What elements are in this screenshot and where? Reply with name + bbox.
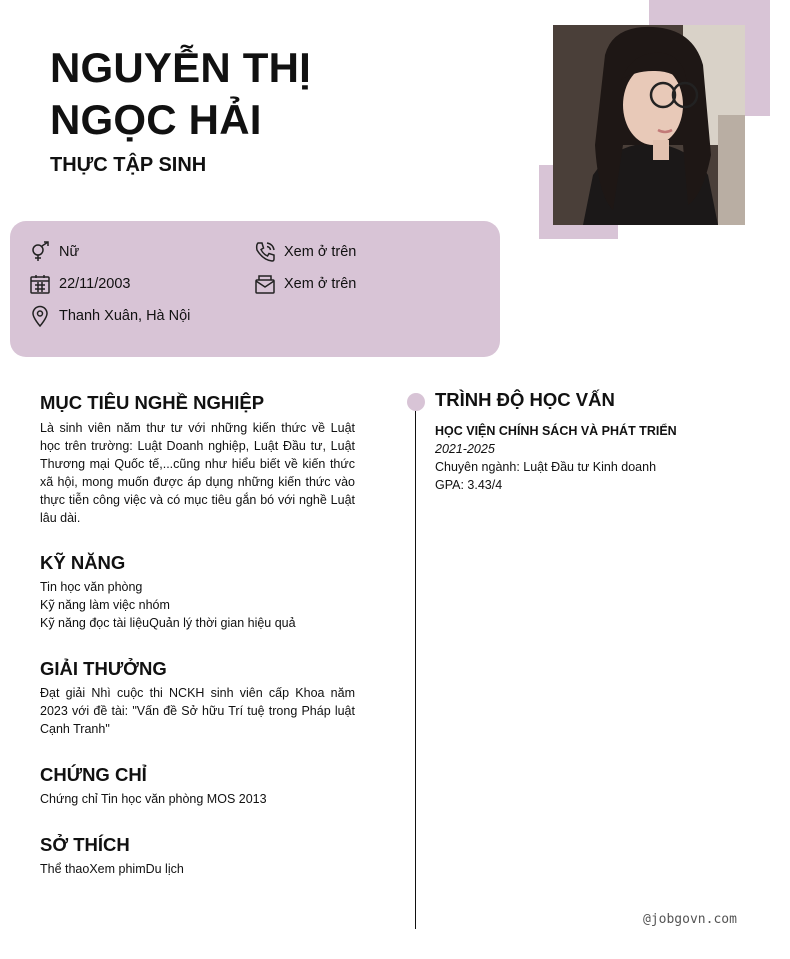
- hobbies-text: Thể thaoXem phimDu lịch: [40, 862, 184, 876]
- education-gpa: GPA: 3.43/4: [435, 478, 503, 492]
- certificates-list: [40, 790, 267, 808]
- address-text: Thanh Xuân, Hà Nội: [59, 308, 191, 324]
- awards-text: Đạt giải Nhì cuộc thi NCKH sinh viên cấp Khoa năm 2023 với đề tài: "Vấn đề Sở hữu Trí tuệ trong Pháp luật Cạnh Tranh": [40, 686, 355, 736]
- gender-text: Nữ: [59, 244, 80, 260]
- contact-gender: [28, 240, 79, 264]
- awards-title: GIẢI THƯỞNG: [40, 658, 167, 679]
- birthday-text: 22/11/2003: [59, 276, 131, 292]
- certificates-title: CHỨNG CHỈ: [40, 764, 147, 785]
- profile-photo: [553, 25, 745, 225]
- timeline-dot: [407, 393, 425, 411]
- objective-title: MỤC TIÊU NGHỀ NGHIỆP: [40, 392, 265, 413]
- timeline-line: [415, 406, 416, 929]
- gender-icon: [28, 240, 52, 264]
- hobbies-title: SỞ THÍCH: [40, 834, 130, 855]
- contact-birthday: [28, 272, 131, 296]
- skill-item: Tin học văn phòng: [40, 580, 143, 594]
- skills-title: KỸ NĂNG: [40, 552, 126, 573]
- skill-item: Kỹ năng đọc tài liệuQuản lý thời gian hiệu quả: [40, 616, 296, 630]
- email-text: Xem ở trên: [284, 276, 357, 292]
- education-school: HỌC VIỆN CHÍNH SÁCH VÀ PHÁT TRIỂN: [435, 424, 677, 438]
- contact-phone: [253, 240, 356, 264]
- skills-list: [40, 578, 296, 632]
- education-major: Chuyên ngành: Luật Đầu tư Kinh doanh: [435, 460, 657, 474]
- certificate-item: Chứng chỉ Tin học văn phòng MOS 2013: [40, 792, 267, 806]
- contact-email: [253, 272, 356, 296]
- phone-text: Xem ở trên: [284, 244, 357, 260]
- contact-address: [28, 304, 190, 328]
- objective-text: Là sinh viên năm thư tư với những kiến thức về Luật học trên trường: Luật Doanh nghiệp, Luật Đầu tư, Luật Thương mại Quốc tế,...cũng như hiểu biết về kiến thức xã hội, mong muốn được áp dụng những kiến thức vào thực tiễn công việc và có mục tiêu gắn bó với nghề Luật lâu dài.: [40, 421, 355, 525]
- mail-icon: [253, 272, 277, 296]
- calendar-icon: [28, 272, 52, 296]
- education-title: TRÌNH ĐỘ HỌC VẤN: [435, 389, 615, 410]
- location-pin-icon: [28, 304, 52, 328]
- skill-item: Kỹ năng làm việc nhóm: [40, 598, 170, 612]
- candidate-name-line2: NGỌC HẢI: [50, 96, 262, 143]
- profile-photo-illustration: [553, 25, 745, 225]
- watermark: @jobgovn.com: [643, 912, 737, 927]
- candidate-name: [50, 42, 490, 146]
- phone-icon: [253, 240, 277, 264]
- contact-info-box: [10, 221, 500, 357]
- candidate-name-line1: NGUYỄN THỊ: [50, 44, 312, 91]
- job-title: THỰC TẬP SINH: [50, 154, 207, 176]
- education-years: 2021-2025: [435, 442, 495, 456]
